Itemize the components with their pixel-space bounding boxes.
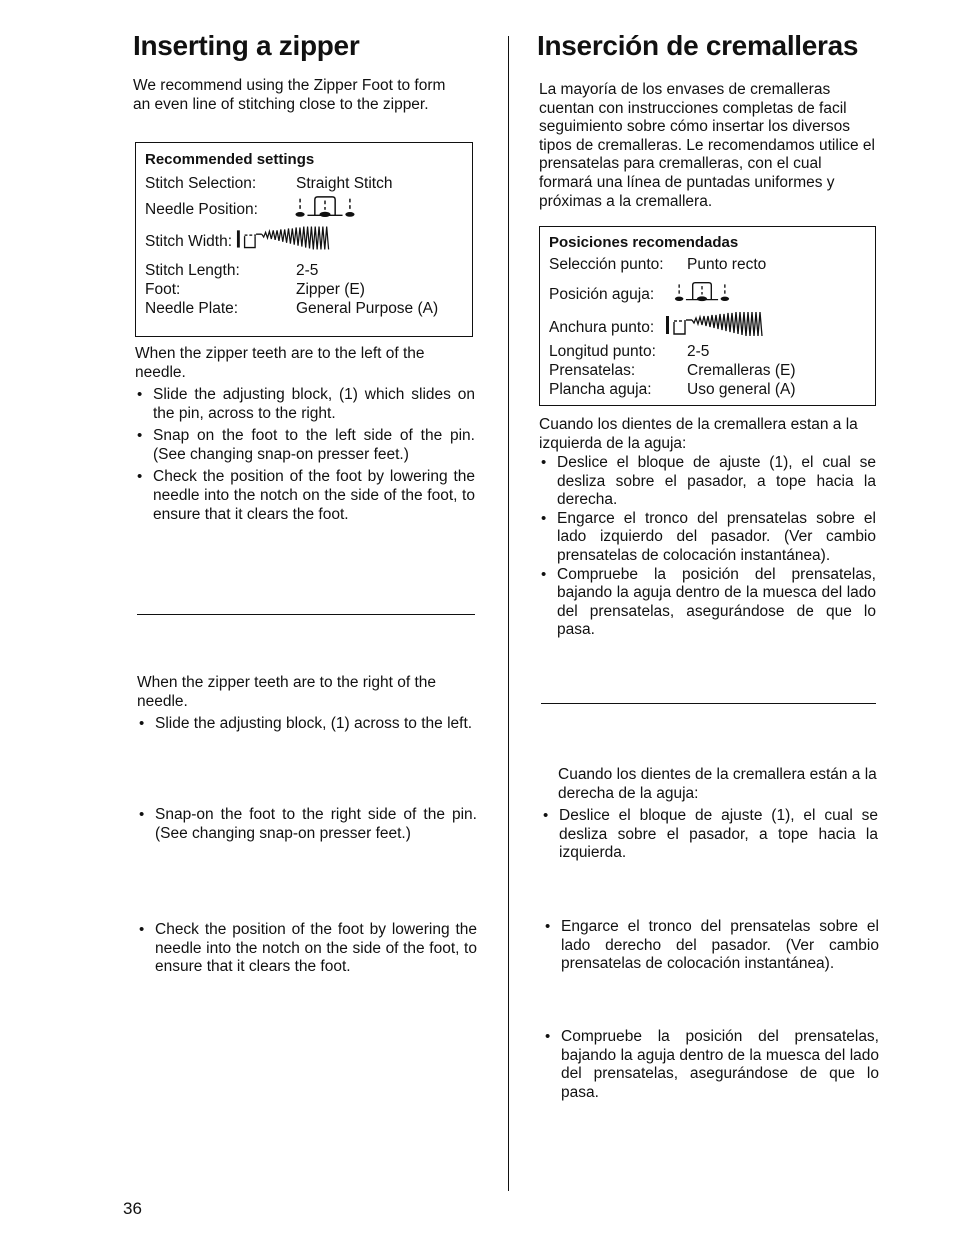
needle-position-row xyxy=(145,200,356,219)
bullet-glyph: • xyxy=(137,386,143,403)
left-case-intro-english: When the zipper teeth are to the left of the needle. xyxy=(135,345,425,381)
right-case-intro-english: When the zipper teeth are to the right of the needle. xyxy=(137,674,436,710)
list-item xyxy=(135,468,475,524)
right-case-list-2-spanish xyxy=(543,918,879,974)
foot-label: Foot: xyxy=(145,281,181,298)
stitch-selection-value: Straight Stitch xyxy=(296,175,393,192)
foot-row xyxy=(549,361,796,380)
section-divider-spanish xyxy=(541,703,876,704)
stitch-length-value: 2-5 xyxy=(296,262,319,279)
section-divider-english xyxy=(137,614,475,615)
bullet-glyph: • xyxy=(139,806,145,823)
stitch-width-row xyxy=(549,316,782,338)
bullet-glyph: • xyxy=(137,468,143,486)
stitch-length-label: Longitud punto: xyxy=(549,343,656,360)
stitch-width-label: Stitch Width: xyxy=(145,232,232,250)
needle-position-icon xyxy=(294,195,356,219)
foot-label: Prensatelas: xyxy=(549,362,636,379)
stitch-selection-row xyxy=(549,255,766,274)
right-case-list-3-spanish xyxy=(543,1028,879,1102)
needle-position-label: Needle Position: xyxy=(145,201,258,218)
list-item-text: Deslice el bloque de ajuste (1), el cual se desliza sobre el pasador, a tope hacia la izquierda. xyxy=(559,807,878,862)
stitch-length-row xyxy=(549,342,709,361)
intro-spanish: La mayoría de los envases de cremalleras cuentan con instrucciones completas de facil seguimiento sobre cómo insertar los diversos tipos de cremalleras. Le recomendamos utilice el prensatelas para cremalleras, con el cual formará una línea de puntadas uniformes y próximas a la cremallera. xyxy=(539,81,875,210)
page-number: 36 xyxy=(123,1199,142,1218)
recommended-settings-box-spanish xyxy=(539,226,876,406)
bullet-glyph: • xyxy=(545,918,551,935)
bullet-glyph: • xyxy=(541,454,547,471)
left-case-list-spanish xyxy=(539,454,876,640)
left-case-intro-spanish: Cuando los dientes de la cremallera estan a la izquierda de la aguja: xyxy=(539,416,858,452)
list-item-text: Snap on the foot to the left side of the pin. (See changing snap-on presser feet.) xyxy=(153,427,475,463)
right-case-list-1-spanish xyxy=(541,807,878,863)
needle-position-row xyxy=(549,285,731,304)
needle-plate-row xyxy=(145,299,438,318)
right-case-list-3-english xyxy=(137,921,477,977)
stitch-selection-value: Punto recto xyxy=(687,256,767,273)
list-item-text: Snap-on the foot to the right side of the pin. (See changing snap-on presser feet.) xyxy=(155,806,477,842)
list-item-text: Engarce el tronco del prensatelas sobre el lado derecho del pasador. (Ver cambio prensatelas de colocación instantánea). xyxy=(561,918,879,973)
foot-value: Zipper (E) xyxy=(296,281,365,298)
intro-english: We recommend using the Zipper Foot to form an even line of stitching close to the zipper. xyxy=(133,77,446,113)
list-item-text: Slide the adjusting block, (1) which slides on the pin, across to the right. xyxy=(153,386,475,422)
page-title-spanish: Inserción de cremalleras xyxy=(537,30,859,61)
needle-plate-value: General Purpose (A) xyxy=(296,300,439,317)
needle-position-label: Posición aguja: xyxy=(549,286,655,303)
bullet-glyph: • xyxy=(545,1028,551,1045)
list-item xyxy=(135,386,475,423)
list-item xyxy=(135,427,475,464)
stitch-selection-label: Stitch Selection: xyxy=(145,175,257,192)
bullet-glyph: • xyxy=(139,715,145,732)
list-item xyxy=(137,806,477,843)
stitch-selection-row xyxy=(145,174,393,193)
stitch-length-label: Stitch Length: xyxy=(145,262,240,279)
right-case-list-2-english xyxy=(137,806,477,843)
needle-position-icon xyxy=(673,281,731,303)
bullet-glyph: • xyxy=(541,509,547,527)
list-item-text: Slide the adjusting block, (1) across to the left. xyxy=(155,715,473,732)
settings-heading: Posiciones recomendadas xyxy=(549,234,739,251)
needle-plate-label: Plancha aguja: xyxy=(549,381,652,398)
column-divider xyxy=(508,36,509,1191)
stitch-width-label: Anchura punto: xyxy=(549,318,655,336)
bullet-glyph: • xyxy=(543,807,549,824)
stitch-width-row xyxy=(145,230,341,252)
list-item xyxy=(543,918,879,974)
stitch-selection-label: Selección punto: xyxy=(549,256,664,273)
bullet-glyph: • xyxy=(139,921,145,938)
list-item-text: Deslice el bloque de ajuste (1), el cual se desliza sobre el pasador, a tope hacia la derecha. xyxy=(557,454,876,509)
settings-heading: Recommended settings xyxy=(145,151,315,168)
list-item xyxy=(539,566,876,640)
list-item-text: Compruebe la posición del prensatelas, bajando la aguja dentro de la muesca del lado del prensatelas, asegurándose de que lo pasa. xyxy=(561,1028,879,1101)
list-item-text: Engarce el tronco del prensatelas sobre el lado izquierdo del pasador. (Ver cambio prensatelas de colocación instantánea). xyxy=(557,509,876,564)
foot-value: Cremalleras (E) xyxy=(687,362,796,379)
bullet-glyph: • xyxy=(541,565,547,583)
list-item xyxy=(137,921,477,977)
stitch-length-value: 2-5 xyxy=(687,343,710,360)
list-item xyxy=(539,454,876,510)
needle-plate-value: Uso general (A) xyxy=(687,381,796,398)
list-item xyxy=(137,715,477,734)
list-item xyxy=(539,510,876,566)
needle-plate-label: Needle Plate: xyxy=(145,300,239,317)
right-case-list-1-english xyxy=(137,715,477,734)
right-case-intro-spanish: Cuando los dientes de la cremallera están a la derecha de la aguja: xyxy=(558,766,877,802)
needle-plate-row xyxy=(549,380,796,399)
stitch-width-scale-icon xyxy=(658,310,782,338)
left-case-list-english xyxy=(135,386,475,524)
list-item-text: Check the position of the foot by lowering the needle into the notch on the side of the foot, to ensure that it clears the foot. xyxy=(155,921,477,976)
list-item xyxy=(543,1028,879,1102)
list-item-text: Check the position of the foot by lowering the needle into the notch on the side of the foot, to ensure that it clears the foot. xyxy=(153,468,475,523)
list-item-text: Compruebe la posición del prensatelas, bajando la aguja dentro de la muesca del lado del prensatelas, asegurándose de que lo pasa. xyxy=(557,565,876,639)
bullet-glyph: • xyxy=(137,427,143,445)
recommended-settings-box-english xyxy=(135,142,473,337)
list-item xyxy=(541,807,878,863)
page-title-english: Inserting a zipper xyxy=(133,30,360,61)
foot-row xyxy=(145,280,365,299)
stitch-length-row xyxy=(145,261,318,280)
stitch-width-scale-icon xyxy=(236,224,341,252)
